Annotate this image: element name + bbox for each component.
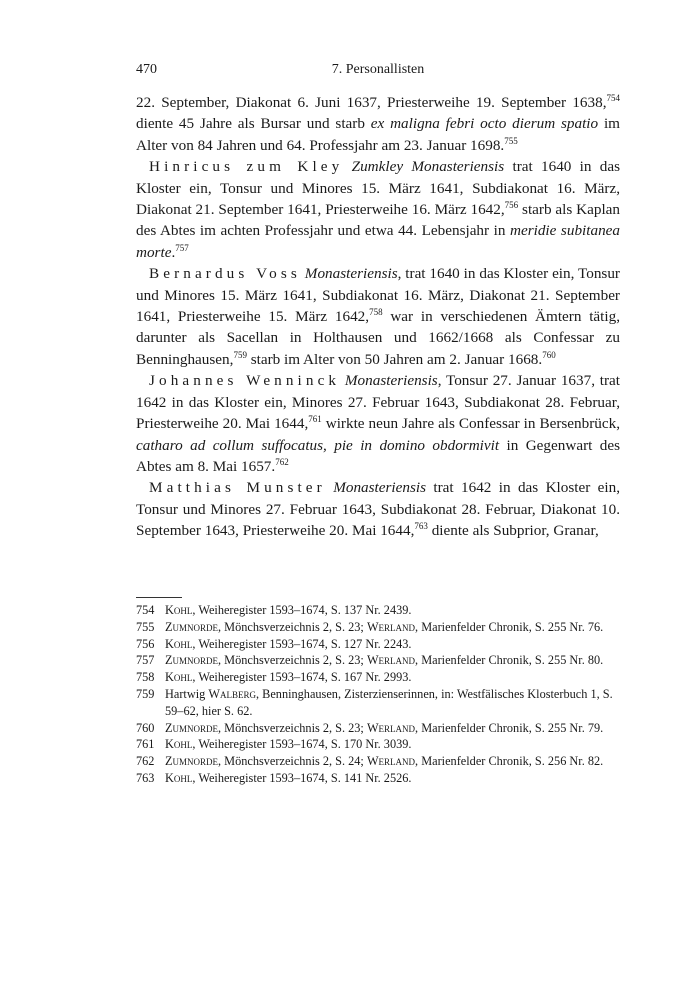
text-run: trat 1640 in das Kloster ein, Tonsur und Minores 15. März 1641, Subdiakonat 16. März, Diakonat 21. September 1641, Priesterweihe 16. März 1642, [136, 158, 621, 219]
footnote-number: 757 [136, 653, 155, 668]
footnote-text-run: , Weiheregister 1593–1674, S. 127 Nr. 2243. [192, 636, 412, 651]
footnote-ref: 760 [542, 349, 556, 360]
footnote-text [165, 686, 620, 720]
paragraph-4 [136, 370, 620, 477]
footnote-text-run: , Marienfelder Chronik, S. 255 Nr. 79. [415, 720, 604, 735]
footnote-text-run: , Marienfelder Chronik, S. 255 Nr. 80. [415, 653, 604, 668]
author-surname: Zumnorde [165, 720, 219, 735]
text-run: , trat 1640 in das Kloster ein, Tonsur und Minores 15. März 1641, Subdiakonat 16. März, Diakonat 21. September 1641, Priesterweihe 15. März 1642, [136, 265, 620, 326]
author-surname: Werland [366, 619, 416, 634]
author-surname: Zumnorde [165, 653, 219, 668]
footnote [136, 636, 620, 653]
author-surname: Werland [366, 754, 416, 769]
paragraph-2 [136, 156, 620, 263]
text-run: war in verschiedenen Ämtern tätig, darunter als Sacellan in Holthausen und 1662/1668 als Confessar zu Benninghausen, [136, 308, 621, 368]
footnote-text-run: Hartwig [165, 686, 209, 701]
person-name: Hinricus zum Kley [149, 158, 344, 176]
author-surname: Zumnorde [165, 754, 219, 769]
footnote-text [165, 720, 620, 737]
footnote-text-run: , Weiheregister 1593–1674, S. 137 Nr. 2439. [192, 603, 412, 617]
text-run: wirkte neun Jahre als Confessar in Bersenbrück, [321, 415, 620, 433]
footnote-ref: 762 [275, 456, 289, 467]
author-surname: Walberg [208, 686, 256, 701]
footnote-number: 758 [136, 670, 155, 685]
text-run: diente 45 Jahre als Bursar und starb [136, 115, 371, 133]
text-run: im Alter von 84 Jahren und 64. Professjahr am 23. Januar 1698. [136, 115, 620, 154]
footnote-text [165, 619, 620, 636]
person-name: Matthias Munster [149, 479, 326, 497]
footnote-number: 755 [136, 619, 155, 634]
author-surname: Werland [366, 653, 416, 668]
author-surname: Kohl [165, 636, 193, 651]
text-run: diente als Subprior, Granar, [427, 522, 599, 540]
footnote-text [165, 753, 620, 770]
footnote-text-run: , Weiheregister 1593–1674, S. 141 Nr. 2526. [192, 770, 412, 785]
footnote-text-run: , Mönchsverzeichnis 2, S. 23; [218, 619, 367, 634]
latin-quote: meridie subitanea morte [136, 222, 620, 261]
footnote-text [165, 636, 620, 653]
footnote-number: 756 [136, 636, 155, 651]
latin-quote: catharo ad collum suffocatus, pie in domino obdormivit [136, 436, 500, 454]
footnote [136, 720, 620, 737]
person-name: Bernardus Voss [149, 265, 301, 283]
running-title: 7. Personallisten [331, 62, 425, 77]
footnote-number: 761 [136, 737, 155, 752]
text-run: . [171, 243, 176, 261]
footnote-ref: 756 [504, 199, 519, 210]
footnote [136, 669, 620, 686]
latin-name: Zumkley Monasteriensis [351, 158, 505, 176]
footnote [136, 602, 620, 619]
paragraph-5 [136, 477, 620, 541]
person-name: Johannes Wenninck [149, 372, 341, 390]
author-surname: Kohl [165, 670, 193, 685]
footnote [136, 770, 620, 787]
text-run: in Gegenwart des Abtes am 8. Mai 1657. [136, 436, 620, 475]
footnote-ref: 761 [308, 414, 322, 425]
footnote-number: 754 [136, 603, 155, 617]
footnote [136, 652, 620, 669]
footnote-ref: 759 [233, 349, 247, 360]
paragraph-3 [136, 263, 620, 370]
footnote-ref: 758 [369, 307, 383, 317]
footnote-text-run: , Weiheregister 1593–1674, S. 170 Nr. 3039. [192, 737, 412, 752]
footnote-ref: 757 [175, 242, 189, 253]
paragraph-1 [136, 92, 620, 156]
footnotes [136, 602, 620, 787]
footnote-text-run: , Benninghausen, Zisterzienserinnen, in: Westfälisches Klosterbuch 1, S. 59–62, hier S. 62. [165, 686, 613, 718]
footnote-text-run: , Marienfelder Chronik, S. 256 Nr. 82. [415, 754, 604, 769]
text-run: trat 1642 in das Kloster ein, Tonsur und Minores 27. Februar 1643, Subdiakonat 28. Februar, Diakonat 10. September 1643, Priesterweihe 20. Mai 1644, [136, 479, 621, 540]
footnote-text-run: , Marienfelder Chronik, S. 255 Nr. 76. [415, 619, 604, 634]
footnote-number: 760 [136, 720, 155, 735]
author-surname: Zumnorde [165, 619, 219, 634]
footnote-text [165, 736, 620, 753]
footnote-number: 759 [136, 686, 155, 701]
latin-quote: ex maligna febri octo dierum spatio [370, 115, 599, 133]
footnote [136, 686, 620, 720]
footnote-text-run: , Mönchsverzeichnis 2, S. 23; [218, 720, 367, 735]
footnote-text [165, 652, 620, 669]
footnote-separator [136, 597, 182, 598]
footnote-text-run: , Mönchsverzeichnis 2, S. 23; [218, 653, 367, 668]
footnote-ref: 755 [504, 135, 518, 146]
text-run: 22. September, Diakonat 6. Juni 1637, Priesterweihe 19. September 1638, [136, 94, 607, 111]
footnote [136, 619, 620, 636]
author-surname: Kohl [165, 603, 193, 617]
footnote [136, 736, 620, 753]
text-run: , Tonsur 27. Januar 1637, trat 1642 in das Kloster ein, Minores 27. Februar 1643, Subdiakonat 28. Februar, Priesterweihe 20. Mai 1644, [136, 372, 620, 433]
footnote-number: 762 [136, 754, 155, 769]
footnote-text [165, 602, 620, 619]
latin-name: Monasteriensis [304, 265, 398, 283]
latin-name: Monasteriensis [333, 479, 427, 497]
latin-name: Monasteriensis [344, 372, 438, 390]
main-text [136, 92, 620, 542]
author-surname: Werland [366, 720, 416, 735]
footnote-text-run: , Mönchsverzeichnis 2, S. 24; [218, 754, 367, 769]
author-surname: Kohl [165, 737, 193, 752]
page-header [136, 62, 620, 84]
footnote-text [165, 770, 620, 787]
footnote-text-run: , Weiheregister 1593–1674, S. 167 Nr. 2993. [192, 670, 412, 685]
author-surname: Kohl [165, 770, 193, 785]
page-number: 470 [136, 62, 157, 77]
footnote-number: 763 [136, 770, 155, 785]
text-run: starb als Kaplan des Abtes im achten Professjahr und etwa 44. Lebensjahr in [136, 201, 621, 240]
text-run: starb im Alter von 50 Jahren am 2. Januar 1668. [246, 350, 543, 368]
footnote-ref: 763 [414, 521, 428, 532]
footnote-text [165, 669, 620, 686]
footnote-ref: 754 [606, 92, 620, 103]
footnote [136, 753, 620, 770]
